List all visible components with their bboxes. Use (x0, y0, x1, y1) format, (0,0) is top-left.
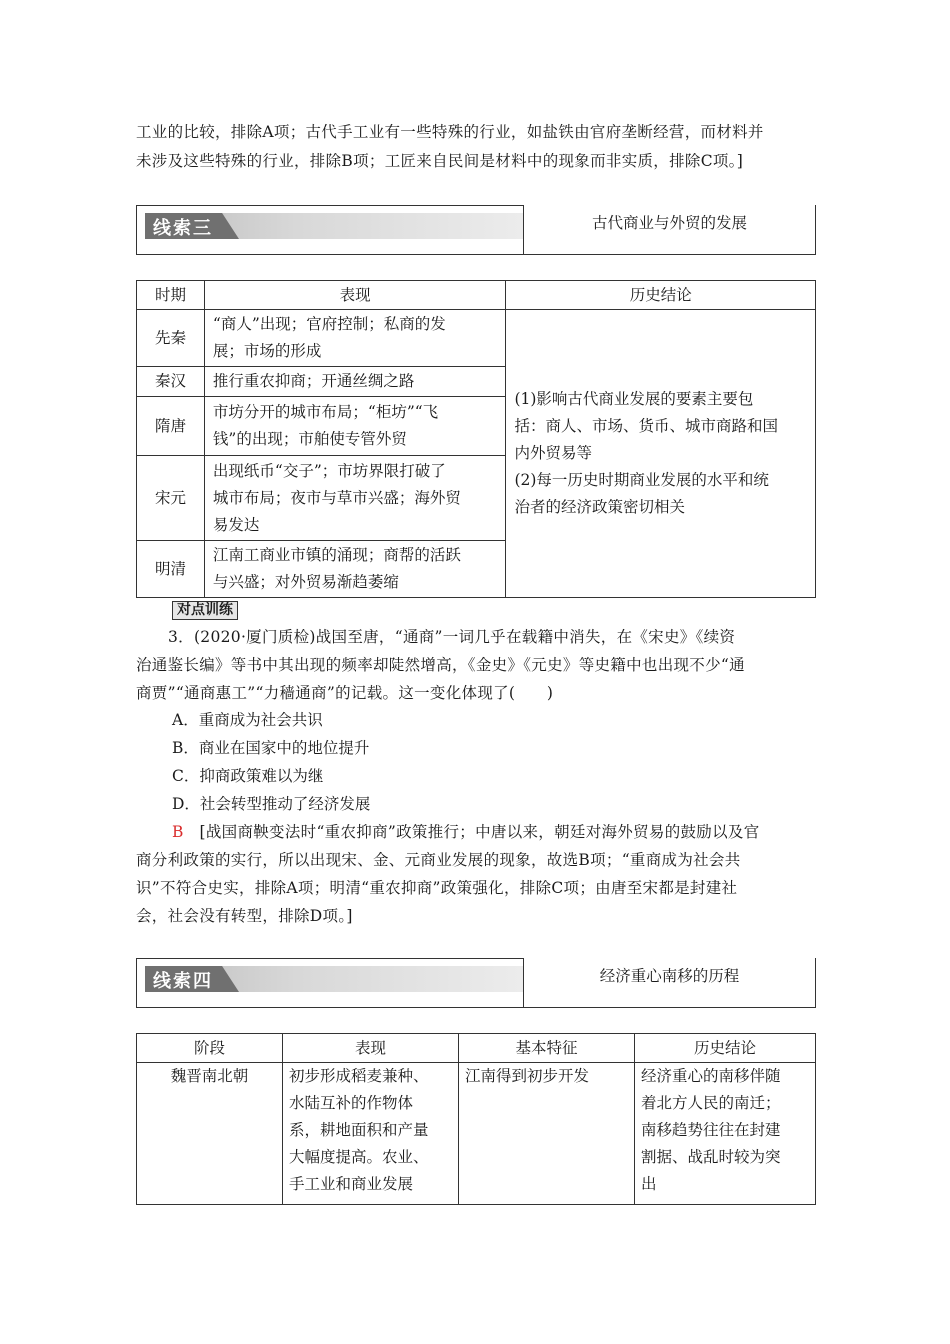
cell-line: 大幅度提高。农业、 (289, 1148, 429, 1166)
period-cell: 先秦 (137, 310, 205, 367)
header-conclusion: 历史结论 (506, 281, 816, 310)
answer-line: 商分利政策的实行，所以出现宋、金、元商业发展的现象，故选B项；“重商成为社会共 (136, 851, 741, 869)
cell-line: 治者的经济政策密切相关 (514, 498, 685, 516)
answer-first-line (136, 818, 816, 846)
question-stem (136, 623, 816, 707)
feature-cell: 江南得到初步开发 (459, 1063, 635, 1205)
table-row (137, 1063, 816, 1205)
cell-line: 经济重心的南移伴随 (641, 1067, 781, 1085)
cell-line: 江南工商业市镇的涌现；商帮的活跃 (212, 546, 461, 564)
section4-tag (145, 966, 523, 992)
cell-line: 展；市场的形成 (212, 342, 322, 360)
header-feature: 基本特征 (459, 1034, 635, 1063)
drill-label: 对点训练 (172, 601, 238, 620)
table-row (137, 310, 816, 367)
performance-cell (204, 541, 506, 598)
intro-line: 未涉及这些特殊的行业，排除B项；工匠来自民间是材料中的现象而非实质，排除C项。] (136, 152, 744, 170)
header-performance: 表现 (204, 281, 506, 310)
section3-tag (145, 213, 523, 239)
period-cell: 秦汉 (137, 367, 205, 397)
cell-line: 出现纸币“交子”；市坊界限打破了 (212, 461, 446, 480)
table-header-row (137, 1034, 816, 1063)
cell-line: (1)影响古代商业发展的要素主要包 (514, 390, 754, 408)
performance-cell (204, 367, 506, 397)
answer-explanation (136, 818, 816, 930)
cell-line: (2)每一历史时期商业发展的水平和统 (514, 471, 769, 489)
cell-line: 着北方人民的南迁； (641, 1094, 781, 1112)
option-b: B．商业在国家中的地位提升 (172, 739, 370, 757)
performance-cell (204, 456, 506, 541)
section3-title: 古代商业与外贸的发展 (591, 214, 747, 232)
answer-line: [战国商鞅变法时“重农抑商”政策推行；中唐以来，朝廷对海外贸易的鼓励以及官 (183, 823, 760, 841)
cell-line: 手工业和商业发展 (289, 1175, 414, 1193)
cell-line: 割据、战乱时较为突 (641, 1148, 781, 1166)
period-cell: 宋元 (137, 456, 205, 541)
section4-tag-label: 线索四 (153, 971, 213, 992)
header-stage: 阶段 (137, 1034, 283, 1063)
conclusion-cell (635, 1063, 816, 1205)
period-cell: 明清 (137, 541, 205, 598)
question-line: 3．(2020·厦门质检)战国至唐，“通商”一词几乎在载籍中消失，在《宋史》《续资 (168, 628, 736, 646)
table-header-row (137, 281, 816, 310)
cell-line: 推行重农抑商；开通丝绸之路 (212, 372, 415, 390)
cell-line: 南移趋势往往在封建 (641, 1121, 781, 1139)
cell-line: 水陆互补的作物体 (289, 1094, 414, 1112)
section4-title: 经济重心南移的历程 (599, 967, 740, 985)
cell-line: 系，耕地面积和产量 (289, 1121, 429, 1139)
commerce-table (136, 280, 816, 598)
performance-cell (204, 310, 506, 367)
answer-line: 会，社会没有转型，排除D项。] (136, 907, 353, 925)
section3-tag-label: 线索三 (153, 218, 213, 239)
answer-letter: B (172, 823, 184, 841)
header-conclusion: 历史结论 (635, 1034, 816, 1063)
header-period: 时期 (137, 281, 205, 310)
intro-paragraph (136, 118, 816, 175)
question-line: 治通鉴长编》等书中其出现的频率却陡然增高，《金史》《元史》等史籍中也出现不少“通 (136, 656, 745, 674)
cell-line: 市坊分开的城市布局；“柜坊”“飞 (212, 403, 439, 421)
economic-center-table (136, 1033, 816, 1205)
period-cell: 隋唐 (137, 397, 205, 456)
question-line: 商贾”“通商惠工”“力穑通商”的记载。这一变化体现了( ) (136, 684, 554, 702)
cell-line: 内外贸易等 (514, 444, 592, 462)
stage-cell: 魏晋南北朝 (137, 1063, 283, 1205)
intro-line: 工业的比较，排除A项；古代手工业有一些特殊的行业，如盐铁由官府垄断经营，而材料并 (136, 123, 764, 141)
cell-line: 城市布局；夜市与草市兴盛；海外贸 (212, 488, 461, 507)
performance-cell (204, 397, 506, 456)
cell-line: 括：商人、市场、货币、城市商路和国 (514, 417, 778, 435)
option-d: D．社会转型推动了经济发展 (172, 795, 371, 813)
performance-cell (283, 1063, 459, 1205)
cell-line: 易发达 (212, 515, 260, 534)
cell-line: 出 (641, 1175, 657, 1193)
answer-line: 识”不符合史实，排除A项；明清“重农抑商”政策强化，排除C项；由唐至宋都是封建社 (136, 879, 738, 897)
cell-line: “商人”出现；官府控制；私商的发 (212, 315, 446, 333)
option-a: A．重商成为社会共识 (172, 711, 323, 729)
cell-line: 初步形成稻麦兼种、 (289, 1067, 429, 1085)
option-c: C．抑商政策难以为继 (172, 767, 324, 785)
header-performance: 表现 (283, 1034, 459, 1063)
section3-heading (136, 205, 816, 255)
cell-line: 钱”的出现；市舶使专管外贸 (212, 430, 407, 448)
section4-heading (136, 958, 816, 1008)
conclusion-cell (506, 310, 816, 598)
cell-line: 与兴盛；对外贸易渐趋萎缩 (212, 573, 399, 591)
